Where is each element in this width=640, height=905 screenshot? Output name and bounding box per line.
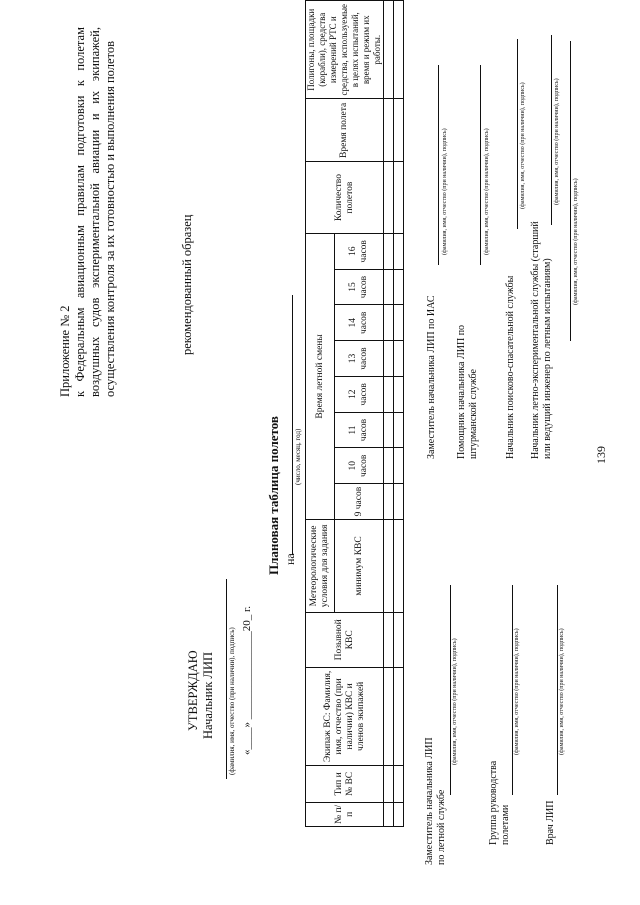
approval-date-line: «____» ________________20_ г.	[241, 605, 253, 755]
hour-header: 15 часов	[335, 269, 384, 305]
signature-caption: (фамилия, имя, отчество (при наличии), подпись)	[559, 628, 565, 755]
signature-flight-test-service: Начальник летно-экспериментальной службы (старший или ведущий инженер по летным испытаниям)	[530, 221, 553, 459]
approval-block	[186, 565, 216, 745]
sample-label: рекомендованный образец	[180, 214, 194, 355]
col-shift-header: Время летной смены	[306, 233, 335, 519]
col-weather-header: Метеорологические условия для задания	[306, 519, 335, 612]
page-number: 139	[594, 446, 608, 464]
signature-flight-control-group: Группа руководства полетами	[488, 760, 511, 845]
approval-signature-caption: (фамилия, имя, отчество (при наличии), подпись)	[228, 627, 236, 775]
table-row	[384, 1, 394, 827]
signature-caption: (фамилия, имя, отчество (при наличии), подпись)	[514, 628, 520, 755]
signature-caption: (фамилия, имя, отчество (при наличии), подпись)	[554, 78, 560, 205]
col-num-header: № п/п	[306, 802, 384, 826]
col-type-header: Тип и № ВС	[306, 766, 384, 803]
hour-header: 12 часов	[335, 376, 384, 412]
col-weather-min-header: минимум КВС	[335, 519, 384, 612]
hour-header: 14 часов	[335, 305, 384, 341]
signature-caption: (фамилия, имя, отчество (при наличии), подпись)	[484, 128, 490, 255]
signature-caption: (фамилия, имя, отчество (при наличии), подпись)	[452, 638, 458, 765]
signature-search-rescue: Начальник поисково-спасательной службы	[505, 275, 516, 459]
col-range-header: Полигоны, площадки (корабли), средства измерений РТС и средства, используемые в целях испытаний, время и режим их работы.	[306, 1, 384, 99]
hour-header: 16 часов	[335, 233, 384, 269]
signature-deputy-flight: Заместитель начальника ЛИП по летной службе	[424, 737, 447, 865]
hour-header: 13 часов	[335, 341, 384, 377]
signature-caption: (фамилия, имя, отчество (при наличии), подпись)	[520, 82, 526, 209]
hour-header: 10 часов	[335, 448, 384, 484]
signature-caption: (фамилия, имя, отчество (при наличии), подпись)	[442, 128, 448, 255]
table-row	[394, 1, 404, 827]
appendix-block	[58, 27, 118, 397]
signature-deputy-ias: Заместитель начальника ЛИП по ИАС	[426, 295, 437, 459]
plan-date-line	[292, 295, 293, 555]
approval-position: Начальник ЛИП	[201, 651, 215, 739]
plan-date-caption: (число, месяц, год)	[294, 428, 302, 485]
plan-title: Плановая таблица полетов	[266, 416, 281, 575]
col-crew-header: Экипаж ВС: Фамилия, имя, отчество (при наличии) КВС и членов экипажей	[306, 667, 384, 765]
hour-header: 9 часов	[335, 484, 384, 520]
col-callsign-header: Позывной КВС	[306, 612, 384, 667]
approval-heading: УТВЕРЖДАЮ	[186, 650, 200, 731]
signature-doctor: Врач ЛИП	[545, 800, 556, 845]
col-time-header: Время полета	[306, 99, 384, 162]
appendix-body: к Федеральным авиационным правилам подготовки к полетам воздушных судов экспериментальной авиации и их экипажей, осуществления контроля за их готовностью и выполнения полетов	[73, 27, 117, 397]
plan-on-label: на	[283, 553, 297, 565]
flight-plan-table	[305, 0, 404, 827]
signature-caption: (фамилия, имя, отчество (при наличии), подпись)	[573, 178, 579, 305]
hour-header: 11 часов	[335, 412, 384, 448]
appendix-title: Приложение № 2	[58, 305, 72, 397]
signature-navigation-assistant: Помощник начальника ЛИП по штурманской службе	[456, 324, 479, 459]
col-count-header: Количество полетов	[306, 162, 384, 234]
